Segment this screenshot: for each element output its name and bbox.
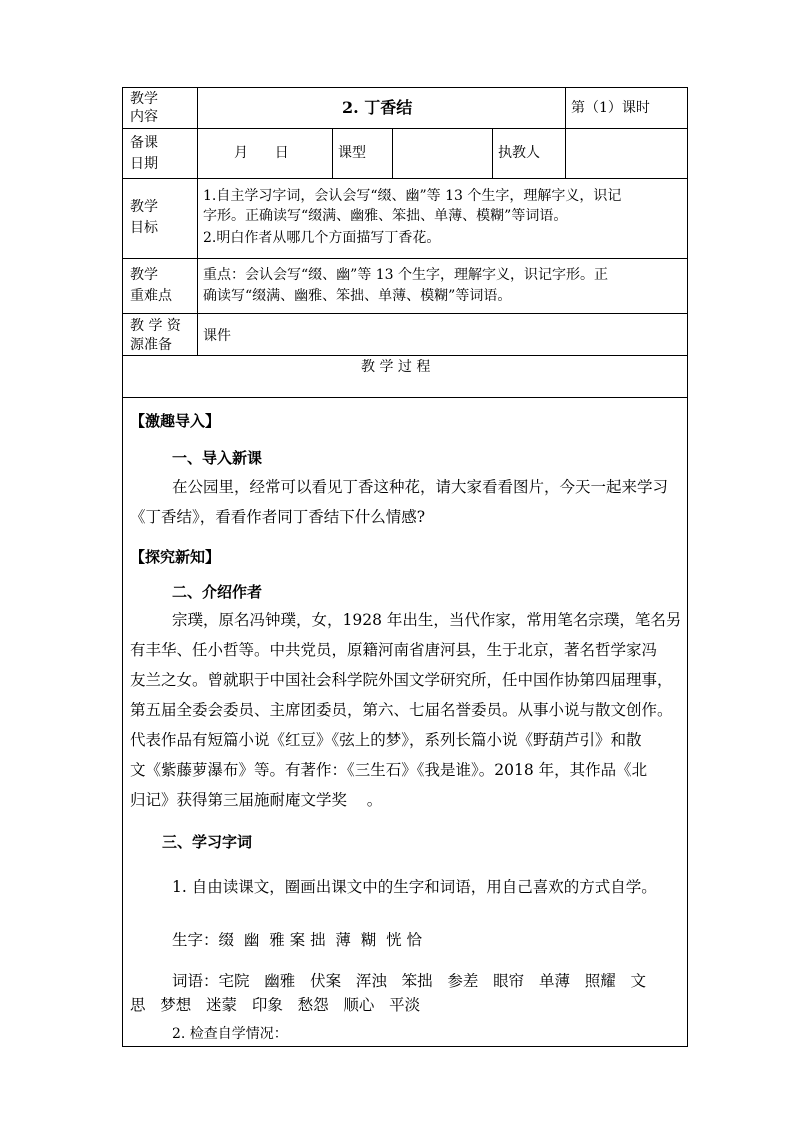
word-list-line: 词语：宅院 幽雅 伏案 浑浊 笨拙 参差 眼帘 单薄 照耀 文 <box>172 972 647 990</box>
subsection-heading: 三、学习字词 <box>162 833 253 851</box>
type-label: 课型 <box>338 145 366 161</box>
table-line <box>122 128 687 129</box>
intro-line: 在公园里，经常可以看见丁香这种花，请大家看看图片，今天一起来学习 <box>172 478 669 496</box>
table-line <box>122 178 687 179</box>
table-line <box>122 355 687 356</box>
subsection-heading: 二、介绍作者 <box>172 583 263 601</box>
goals-label-line1: 教学 <box>130 199 158 215</box>
table-line <box>122 313 687 314</box>
resource-label-line1: 教 学 资 <box>130 318 181 334</box>
date-label-line2: 日期 <box>130 156 158 172</box>
resource-label-line2: 源准备 <box>130 337 172 353</box>
date-label-line1: 备课 <box>130 135 158 151</box>
goals-line: 字形。正确读写“缀满、幽雅、笨拙、单薄、模糊”等词语。 <box>203 208 568 224</box>
table-line <box>122 258 687 259</box>
table-line <box>332 128 333 178</box>
teacher-label: 执教人 <box>498 145 540 161</box>
goals-line: 2.明白作者从哪几个方面描写丁香花。 <box>203 230 441 246</box>
key-label-line2: 重难点 <box>130 288 172 304</box>
table-line <box>392 128 393 178</box>
key-line: 重点：会认会写“缀、幽”等 13 个生字，理解字义，识记字形。正 <box>203 267 609 283</box>
author-line: 文《紫藤萝瀑布》等。有著作：《三生石》《我是谁》。2018 年，其作品《北 <box>130 761 648 779</box>
table-border-left <box>122 87 123 1047</box>
table-line <box>197 87 198 355</box>
study-step: 1. 自由读课文，圈画出课文中的生字和词语，用自己喜欢的方式自学。 <box>172 878 657 896</box>
author-line: 有丰华、任小哲等。中共党员，原籍河南省唐河县，生于北京，著名哲学家冯 <box>130 641 658 659</box>
process-label: 教 学 过 程 <box>361 359 431 375</box>
section-heading: 【激趣导入】 <box>130 412 221 430</box>
section-heading: 【探究新知】 <box>130 548 221 566</box>
author-line: 友兰之女。曾就职于中国社会科学院外国文学研究所，任中国作协第四届理事， <box>130 671 673 689</box>
author-line: 归记》获得第三届施耐庵文学奖 。 <box>130 791 383 809</box>
key-line: 确读写“缀满、幽雅、笨拙、单薄、模糊”等词语。 <box>203 288 512 304</box>
lesson-title: 2. 丁香结 <box>342 98 413 117</box>
table-line <box>565 87 566 178</box>
word-list-line: 思 梦想 迷蒙 印象 愁怨 顺心 平淡 <box>130 996 421 1014</box>
goals-line: 1.自主学习字词，会认会写“缀、幽”等 13 个生字，理解字义，识记 <box>203 188 622 204</box>
table-border-bottom <box>122 1046 687 1047</box>
author-line: 宗璞，原名冯钟璞，女，1928 年出生，当代作家，常用笔名宗璞，笔名另 <box>172 611 682 629</box>
goals-label-line2: 目标 <box>130 220 158 236</box>
date-value[interactable]: 月 日 <box>234 145 289 161</box>
table-line <box>122 397 687 398</box>
study-step: 2. 检查自学情况： <box>172 1026 288 1042</box>
new-characters: 生字：缀 幽 雅 案 拙 薄 糊 恍 恰 <box>172 931 423 949</box>
table-border-top <box>122 87 687 88</box>
table-border-right <box>687 87 688 1047</box>
table-line <box>492 128 493 178</box>
lesson-period: 第（1）课时 <box>571 100 650 116</box>
content-label-line1: 教学 <box>130 91 158 107</box>
resource-value: 课件 <box>203 328 231 344</box>
content-label-line2: 内容 <box>130 109 158 125</box>
key-label-line1: 教学 <box>130 267 158 283</box>
author-line: 第五届全委会委员、主席团委员，第六、七届名誉委员。从事小说与散文创作。 <box>130 701 673 719</box>
intro-line: 《丁香结》，看看作者同丁香结下什么情感? <box>130 508 426 526</box>
subsection-heading: 一、导入新课 <box>172 449 263 467</box>
author-line: 代表作品有短篇小说《红豆》《弦上的梦》，系列长篇小说《野葫芦引》和散 <box>130 731 642 749</box>
